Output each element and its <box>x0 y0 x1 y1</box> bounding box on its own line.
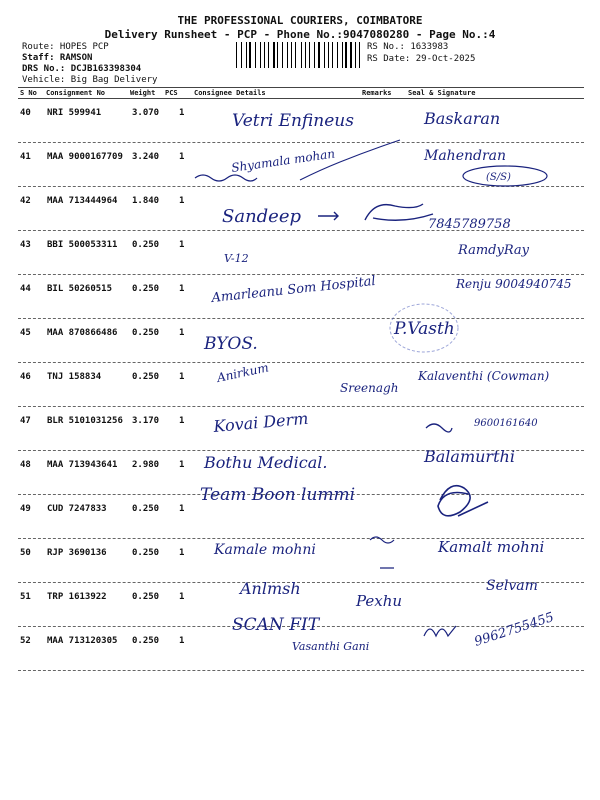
sig-43a: V-12 <box>224 252 249 265</box>
sig-48a: Bothu Medical. <box>204 453 328 472</box>
sig-46c: Kalaventhi (Cowman) <box>418 369 550 383</box>
row-weight: 1.840 <box>132 196 160 206</box>
col-remarks: Remarks <box>362 89 392 97</box>
col-sno: S No <box>20 89 37 97</box>
row-weight: 0.250 <box>132 548 160 558</box>
row-weight: 3.070 <box>132 108 160 118</box>
sig-45a: BYOS. <box>204 334 258 354</box>
row-sno: 49 <box>20 504 31 514</box>
row-pcs: 1 <box>179 108 185 118</box>
row-consignment: BIL 50260515 <box>47 284 113 294</box>
sig-40b: Baskaran <box>424 109 501 128</box>
row-pcs: 1 <box>179 548 185 558</box>
row-consignment: MAA 713120305 <box>47 636 118 646</box>
sig-51c: Selvam <box>486 578 538 594</box>
sig-52a: SCAN FIT <box>232 615 320 635</box>
sig-44a: Amarleanu Som Hospital <box>210 273 377 306</box>
sig-41a: Shyamala mohan <box>230 146 336 175</box>
row-weight: 0.250 <box>132 328 160 338</box>
sig-40a: Vetri Enfineus <box>232 111 354 131</box>
sig-46b: Sreenagh <box>340 381 399 395</box>
drs-label: DRS No.: DCJB163398304 <box>22 64 142 74</box>
row-pcs: 1 <box>179 196 185 206</box>
row-pcs: 1 <box>179 416 185 426</box>
row-weight: 3.240 <box>132 152 160 162</box>
sig-52b: Vasanthi Gani <box>292 640 370 653</box>
sig-48b: Balamurthi <box>424 447 515 466</box>
row-pcs: 1 <box>179 592 185 602</box>
row-consignment: MAA 713444964 <box>47 196 118 206</box>
sig-41b: Mahendran <box>424 148 507 164</box>
row-weight: 3.170 <box>132 416 160 426</box>
row-weight: 0.250 <box>132 240 160 250</box>
row-consignment: MAA 713943641 <box>47 460 118 470</box>
row-sno: 43 <box>20 240 31 250</box>
sig-42a: Sandeep <box>222 206 302 227</box>
row-pcs: 1 <box>179 328 185 338</box>
company-title: THE PROFESSIONAL COURIERS, COIMBATORE <box>177 14 423 27</box>
route-label: Route: HOPES PCP <box>22 42 109 52</box>
row-weight: 2.980 <box>132 460 160 470</box>
row-sno: 52 <box>20 636 31 646</box>
row-weight: 0.250 <box>132 372 160 382</box>
row-pcs: 1 <box>179 284 185 294</box>
row-consignment: BLR 5101031256 <box>47 416 123 426</box>
col-weight: Weight <box>130 89 156 97</box>
row-weight: 0.250 <box>132 504 160 514</box>
row-sno: 48 <box>20 460 31 470</box>
row-consignment: RJP 3690136 <box>47 548 107 558</box>
row-sno: 44 <box>20 284 31 294</box>
row-weight: 0.250 <box>132 636 160 646</box>
row-consignment: TRP 1613922 <box>47 592 107 602</box>
row-sno: 51 <box>20 592 31 602</box>
row-sno: 45 <box>20 328 31 338</box>
row-weight: 0.250 <box>132 284 160 294</box>
row-pcs: 1 <box>179 460 185 470</box>
col-seal: Seal & Signature <box>408 89 476 97</box>
row-pcs: 1 <box>179 636 185 646</box>
sig-43b: RamdyRay <box>458 243 530 258</box>
row-consignment: TNJ 158834 <box>47 372 102 382</box>
row-weight: 0.250 <box>132 592 160 602</box>
runsheet-title: Delivery Runsheet - PCP - Phone No.:9047080280 - Page No.:4 <box>104 28 496 41</box>
row-consignment: BBI 500053311 <box>47 240 118 250</box>
sig-42b: 7845789758 <box>428 217 511 232</box>
sig-47a: Kovai Derm <box>212 408 310 436</box>
sig-47b: 9600161640 <box>474 418 538 429</box>
col-consignee: Consignee Details <box>194 89 266 97</box>
vehicle-label: Vehicle: Big Bag Delivery <box>22 75 158 85</box>
sig-46a: Anirkum <box>215 360 270 385</box>
row-consignment: NRI 599941 <box>47 108 102 118</box>
col-consignment: Consignment No <box>46 89 106 97</box>
sig-52c: 9962755455 <box>472 609 556 650</box>
rs-date: RS Date: 29-Oct-2025 <box>367 54 476 64</box>
row-sno: 42 <box>20 196 31 206</box>
row-pcs: 1 <box>179 240 185 250</box>
row-sno: 50 <box>20 548 31 558</box>
sig-51a: Anlmsh <box>240 579 301 598</box>
rs-number: RS No.: 1633983 <box>367 42 449 52</box>
sig-49a: Team Boon lummi <box>200 485 356 505</box>
col-pcs: PCS <box>165 89 178 97</box>
row-consignment: MAA 9000167709 <box>47 152 123 162</box>
staff-label: Staff: RAMSON <box>22 53 93 63</box>
row-consignment: CUD 7247833 <box>47 504 107 514</box>
row-consignment: MAA 870866486 <box>47 328 118 338</box>
sig-50b: Kamalt mohni <box>438 538 545 556</box>
row-pcs: 1 <box>179 152 185 162</box>
row-sno: 41 <box>20 152 31 162</box>
row-sno: 46 <box>20 372 31 382</box>
row-sno: 40 <box>20 108 31 118</box>
row-sno: 47 <box>20 416 31 426</box>
sig-44b: Renju 9004940745 <box>456 277 572 291</box>
sig-51b: Pexhu <box>356 592 403 610</box>
sig-45b: P.Vasth <box>394 319 455 339</box>
sig-50a: Kamale mohni <box>214 542 316 558</box>
row-pcs: 1 <box>179 504 185 514</box>
sig-41c: (S/S) <box>486 172 511 183</box>
row-pcs: 1 <box>179 372 185 382</box>
